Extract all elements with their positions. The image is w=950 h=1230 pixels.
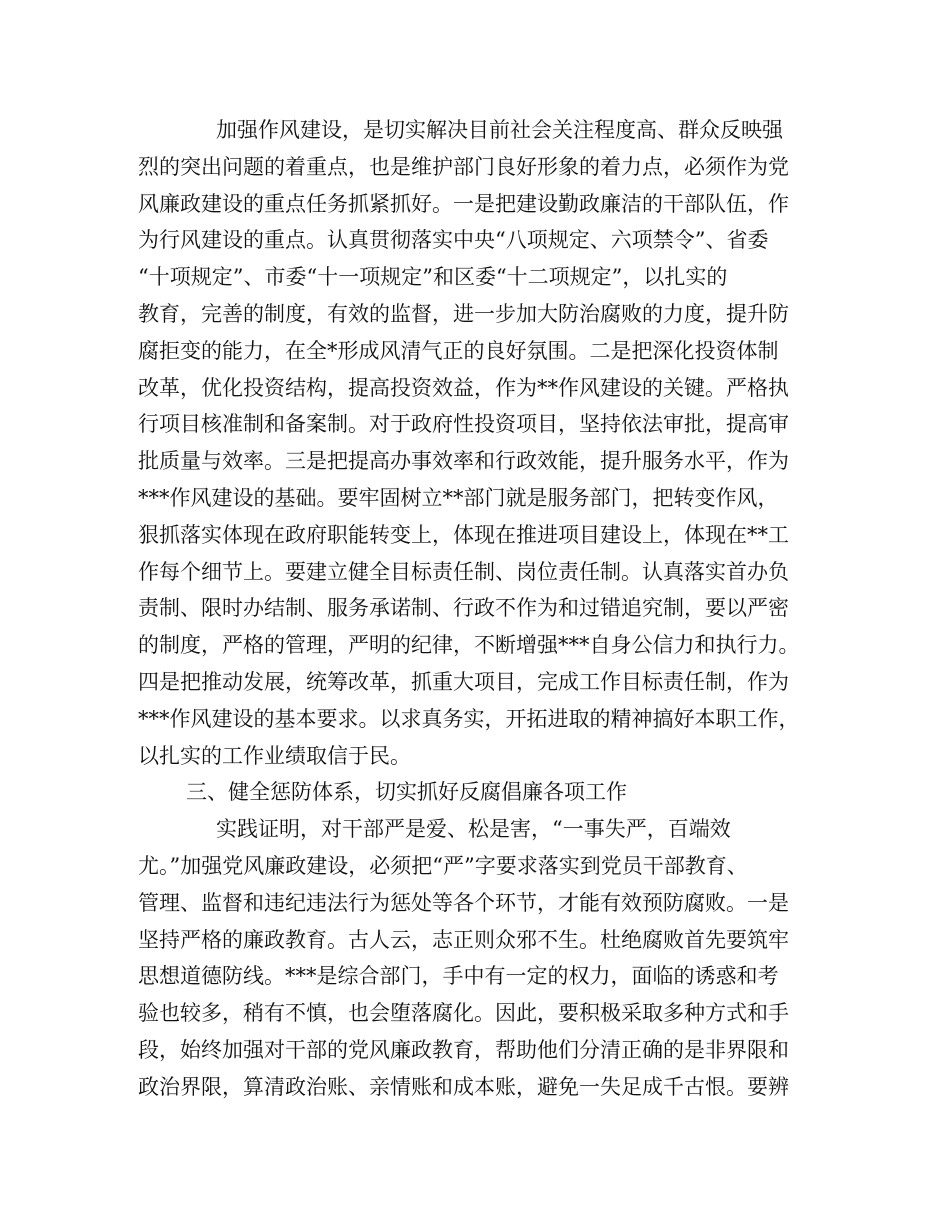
paragraph-line: 实践证明，对干部严是爱、松是害，“一事失严，百端效 — [216, 817, 731, 842]
paragraph-line: 验也较多，稍有不慎，也会堕落腐化。因此，要积极采取多种方式和手 — [138, 1001, 789, 1026]
paragraph-line: 的制度，严格的管理，严明的纪律，不断增强***自身公信力和执行力。 — [138, 633, 800, 658]
paragraph-line: 批质量与效率。三是把提高办事效率和行政效能，提升服务水平，作为 — [138, 449, 789, 474]
paragraph-line: 加强作风建设，是切实解决目前社会关注程度高、群众反映强 — [216, 118, 783, 142]
paragraph-line: ***作风建设的基本要求。以求真务实，开拓进取的精神搞好本职工作， — [138, 706, 800, 731]
section-heading: 三、健全惩防体系，切实抓好反腐倡廉各项工作 — [186, 780, 627, 805]
paragraph-line: 教育，完善的制度，有效的监督，进一步加大防治腐败的力度，提升防 — [138, 301, 789, 326]
paragraph-line: “十项规定”、市委“十一项规定”和区委“十二项规定”，以扎实的 — [138, 265, 728, 290]
paragraph-line: 段，始终加强对干部的党风廉政教育，帮助他们分清正确的是非界限和 — [138, 1037, 789, 1062]
paragraph-line: 四是把推动发展，统筹改革，抓重大项目，完成工作目标责任制，作为 — [138, 669, 789, 694]
paragraph-line: 改革，优化投资结构，提高投资效益，作为**作风建设的关键。严格执 — [138, 375, 789, 400]
paragraph-line: ***作风建设的基础。要牢固树立**部门就是服务部门，把转变作风， — [138, 485, 779, 510]
paragraph-line: 以扎实的工作业绩取信于民。 — [138, 743, 411, 768]
paragraph-line: 思想道德防线。***是综合部门，手中有一定的权力，面临的诱惑和考 — [138, 964, 779, 989]
paragraph-line: 管理、监督和违纪违法行为惩处等各个环节，才能有效预防腐败。一是 — [138, 890, 789, 915]
paragraph-line: 尤。”加强党风廉政建设，必须把“严”字要求落实到党员干部教育、 — [138, 853, 748, 878]
paragraph-line: 腐拒变的能力，在全*形成风清气正的良好氛围。二是把深化投资体制 — [138, 338, 779, 363]
paragraph-line: 坚持严格的廉政教育。古人云，志正则众邪不生。杜绝腐败首先要筑牢 — [138, 927, 789, 952]
paragraph-line: 责制、限时办结制、服务承诺制、行政不作为和过错追究制，要以严密 — [138, 596, 789, 621]
paragraph-line: 风廉政建设的重点任务抓紧抓好。一是把建设勤政廉洁的干部队伍，作 — [138, 191, 789, 216]
paragraph-line: 狠抓落实体现在政府职能转变上，体现在推进项目建设上，体现在**工 — [138, 522, 789, 547]
paragraph-line: 烈的突出问题的着重点，也是维护部门良好形象的着力点，必须作为党 — [138, 154, 789, 179]
paragraph-line: 行项目核准制和备案制。对于政府性投资项目，坚持依法审批，提高审 — [138, 412, 789, 437]
paragraph-line: 作每个细节上。要建立健全目标责任制、岗位责任制。认真落实首办负 — [138, 559, 789, 584]
document-body — [138, 112, 814, 1106]
paragraph-line: 政治界限，算清政治账、亲情账和成本账，避免一失足成千古恨。要辨 — [138, 1074, 789, 1099]
paragraph-line: 为行风建设的重点。认真贯彻落实中央“八项规定、六项禁令”、省委 — [138, 228, 769, 253]
